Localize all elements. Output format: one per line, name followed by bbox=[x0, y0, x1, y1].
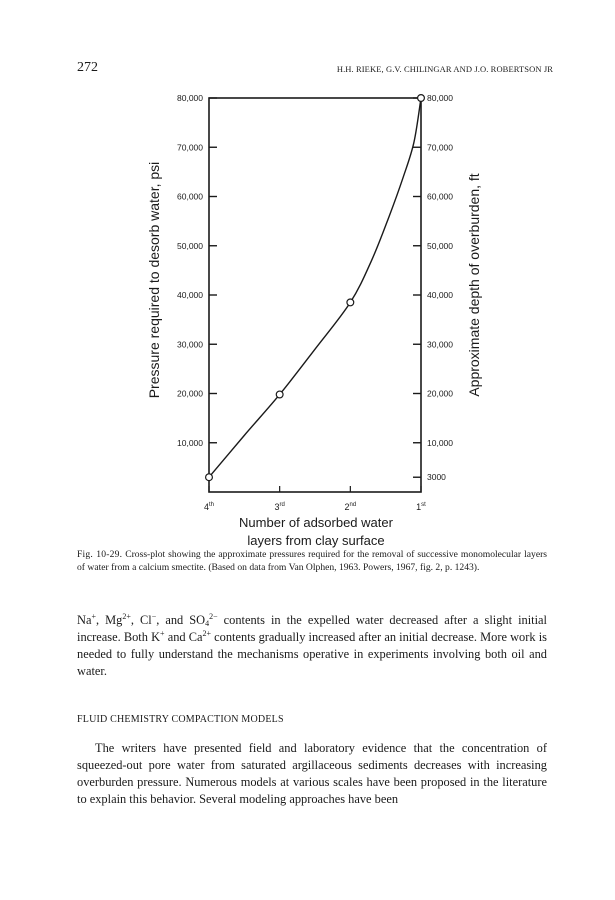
left-tick-label: 60,000 bbox=[177, 191, 203, 202]
section-heading: FLUID CHEMISTRY COMPACTION MODELS bbox=[77, 714, 284, 725]
data-point-marker bbox=[418, 95, 425, 102]
text-run: , and SO bbox=[156, 613, 206, 627]
data-point-marker bbox=[347, 299, 354, 306]
subscript: 4 bbox=[205, 619, 210, 628]
body-paragraph-1 bbox=[77, 612, 547, 680]
left-tick-label: 80,000 bbox=[177, 93, 203, 103]
x-tick-label: 2nd bbox=[344, 502, 357, 512]
text-run: contents in the expelled water decreased after a slight initial increase. Both K bbox=[77, 613, 547, 644]
x-tick-label: 4th bbox=[203, 502, 215, 512]
y-axis-right-label: Approximate depth of overburden, ft bbox=[466, 173, 482, 397]
right-tick-label: 60,000 bbox=[427, 191, 453, 202]
left-tick-label: 20,000 bbox=[177, 388, 203, 399]
text-run: , Cl bbox=[130, 613, 152, 627]
left-tick-label: 40,000 bbox=[177, 290, 203, 300]
superscript: 2+ bbox=[202, 629, 212, 638]
left-tick-label: 30,000 bbox=[177, 339, 203, 350]
right-tick-label: 3000 bbox=[427, 472, 446, 483]
right-tick-label: 30,000 bbox=[427, 339, 453, 350]
right-tick-label: 70,000 bbox=[427, 142, 453, 153]
left-tick-label: 50,000 bbox=[177, 240, 203, 251]
superscript: − bbox=[151, 612, 157, 621]
right-tick-label: 40,000 bbox=[427, 290, 453, 300]
superscript: + bbox=[91, 612, 96, 621]
plot-frame bbox=[209, 98, 421, 492]
x-tick-label: 3rd bbox=[274, 502, 285, 512]
data-point-marker bbox=[206, 474, 213, 481]
right-tick-label: 20,000 bbox=[427, 388, 453, 399]
left-tick-label: 70,000 bbox=[177, 142, 203, 153]
axes-frame bbox=[209, 98, 421, 492]
x-axis-label-line1: Number of adsorbed water bbox=[239, 515, 393, 530]
figure-caption-label: Fig. 10-29. bbox=[77, 549, 123, 560]
text-run: and Ca bbox=[164, 630, 203, 644]
axis-labels bbox=[146, 162, 482, 548]
x-axis-label-line2: layers from clay surface bbox=[247, 533, 385, 548]
tick-marks bbox=[177, 93, 453, 512]
figure-caption-text: Cross-plot showing the approximate pressures required for the removal of successive monomolecular layers of water from a calcium smectite. (Based on data from Van Olphen, 1963. Powers, 1967, fig. 2, p. 1243). bbox=[77, 549, 548, 573]
series-line bbox=[209, 98, 421, 477]
y-axis-left-label: Pressure required to desorb water, psi bbox=[146, 161, 162, 399]
superscript: + bbox=[160, 629, 165, 638]
superscript: 2+ bbox=[122, 612, 131, 621]
right-tick-label: 10,000 bbox=[427, 437, 453, 448]
page-number: 272 bbox=[77, 60, 98, 75]
text-run: Na bbox=[77, 613, 92, 627]
data-point-marker bbox=[276, 391, 283, 398]
figure-caption bbox=[77, 548, 547, 574]
text-run: , Mg bbox=[95, 613, 123, 627]
x-tick-label: 1st bbox=[416, 502, 426, 512]
running-head: H.H. RIEKE, G.V. CHILINGAR AND J.O. ROBERTSON JR bbox=[336, 64, 553, 74]
text-run: contents gradually increased after an initial decrease. More work is needed to fully understand the mechanisms operative in experiments involving both oil and water. bbox=[77, 630, 547, 678]
data-series bbox=[206, 95, 425, 481]
left-tick-label: 10,000 bbox=[177, 437, 203, 448]
right-tick-label: 80,000 bbox=[427, 93, 453, 103]
right-tick-label: 50,000 bbox=[427, 240, 453, 251]
body-paragraph-2: The writers have presented field and laboratory evidence that the concentration of squeezed-out pore water from saturated argillaceous sediments decreases with increasing overburden pressure. Numerous models at various scales have been proposed in the literature to explain this behavior. Several modeling approaches have been bbox=[77, 741, 547, 806]
superscript: 2− bbox=[209, 612, 218, 621]
